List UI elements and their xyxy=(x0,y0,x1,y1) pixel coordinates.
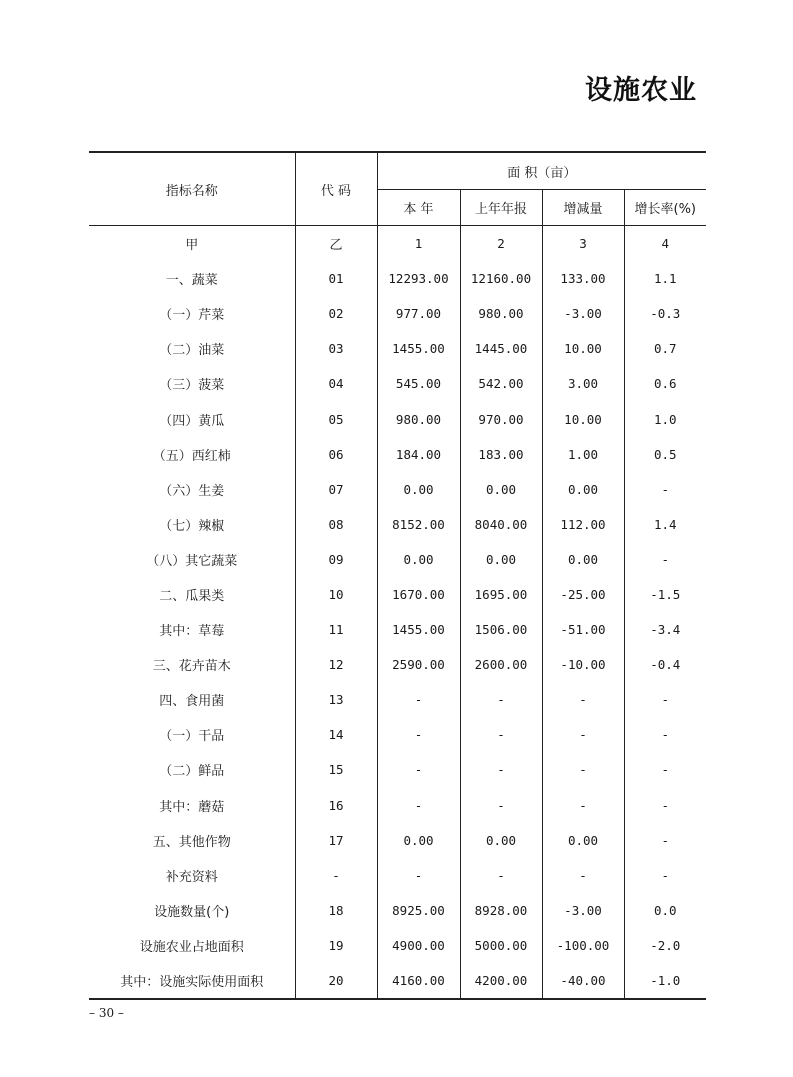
cell-change: -100.00 xyxy=(542,928,624,963)
cell-code: 07 xyxy=(295,472,377,507)
cell-indicator-name: （二）鲜品 xyxy=(159,764,225,780)
cell-code: 17 xyxy=(295,823,377,858)
table-row xyxy=(89,401,706,436)
table-row xyxy=(89,507,706,542)
cell-code: 04 xyxy=(295,366,377,401)
cell-indicator-name: 甲 xyxy=(185,238,199,254)
header-this-year: 本 年 xyxy=(377,190,460,226)
cell-change: - xyxy=(542,717,624,752)
cell-growth-rate: 4 xyxy=(624,226,706,262)
cell-change: 3.00 xyxy=(542,366,624,401)
cell-indicator-name: （七）辣椒 xyxy=(159,518,225,534)
cell-indicator-name: 其中：设施实际使用面积 xyxy=(120,975,264,991)
cell-growth-rate: -0.3 xyxy=(624,296,706,331)
cell-last-year: 0.00 xyxy=(460,472,542,507)
cell-growth-rate: - xyxy=(624,682,706,717)
cell-last-year: 2600.00 xyxy=(460,647,542,682)
cell-last-year: 183.00 xyxy=(460,437,542,472)
cell-growth-rate: 0.7 xyxy=(624,331,706,366)
cell-this-year: 980.00 xyxy=(377,401,460,436)
page-number: – 30 – xyxy=(89,1006,124,1020)
cell-last-year: - xyxy=(460,717,542,752)
header-area-group: 面 积（亩） xyxy=(377,152,706,190)
cell-code: - xyxy=(295,858,377,893)
cell-indicator-name: （一）芹菜 xyxy=(159,308,225,324)
cell-last-year: 2 xyxy=(460,226,542,262)
cell-last-year: 0.00 xyxy=(460,823,542,858)
cell-change: -40.00 xyxy=(542,963,624,999)
cell-last-year: - xyxy=(460,858,542,893)
cell-last-year: 8040.00 xyxy=(460,507,542,542)
cell-change: 112.00 xyxy=(542,507,624,542)
cell-growth-rate: - xyxy=(624,788,706,823)
cell-indicator-name: （四）黄瓜 xyxy=(159,413,225,429)
cell-change: 1.00 xyxy=(542,437,624,472)
cell-this-year: - xyxy=(377,682,460,717)
cell-code: 02 xyxy=(295,296,377,331)
cell-code: 01 xyxy=(295,261,377,296)
cell-last-year: 542.00 xyxy=(460,366,542,401)
cell-growth-rate: - xyxy=(624,542,706,577)
cell-indicator-name: 其中：草莓 xyxy=(159,624,225,640)
cell-this-year: 8152.00 xyxy=(377,507,460,542)
cell-indicator-name: 二、瓜果类 xyxy=(159,588,225,604)
cell-code: 10 xyxy=(295,577,377,612)
cell-indicator-name: （五）西红柿 xyxy=(152,448,231,464)
cell-growth-rate: -1.5 xyxy=(624,577,706,612)
cell-indicator-name: 一、蔬菜 xyxy=(165,273,218,289)
cell-growth-rate: 1.0 xyxy=(624,401,706,436)
cell-change: 3 xyxy=(542,226,624,262)
table-body xyxy=(89,226,706,1000)
cell-change: 0.00 xyxy=(542,823,624,858)
cell-growth-rate: - xyxy=(624,858,706,893)
cell-this-year: 4160.00 xyxy=(377,963,460,999)
cell-this-year: 0.00 xyxy=(377,542,460,577)
statistics-table-container xyxy=(89,151,706,1000)
header-indicator-name: 指标名称 xyxy=(165,183,218,199)
cell-indicator-name: 三、花卉苗木 xyxy=(152,659,231,675)
cell-growth-rate: - xyxy=(624,752,706,787)
cell-this-year: 12293.00 xyxy=(377,261,460,296)
cell-last-year: 12160.00 xyxy=(460,261,542,296)
cell-change: - xyxy=(542,752,624,787)
cell-this-year: 184.00 xyxy=(377,437,460,472)
cell-this-year: 977.00 xyxy=(377,296,460,331)
cell-growth-rate: 0.6 xyxy=(624,366,706,401)
cell-last-year: 8928.00 xyxy=(460,893,542,928)
table-row xyxy=(89,542,706,577)
cell-last-year: 5000.00 xyxy=(460,928,542,963)
cell-this-year: 8925.00 xyxy=(377,893,460,928)
cell-change: 0.00 xyxy=(542,472,624,507)
cell-code: 14 xyxy=(295,717,377,752)
cell-growth-rate: 0.5 xyxy=(624,437,706,472)
cell-growth-rate: -3.4 xyxy=(624,612,706,647)
cell-this-year: 0.00 xyxy=(377,823,460,858)
cell-this-year: 1670.00 xyxy=(377,577,460,612)
cell-code: 20 xyxy=(295,963,377,999)
cell-growth-rate: 0.0 xyxy=(624,893,706,928)
cell-this-year: - xyxy=(377,858,460,893)
cell-change: 0.00 xyxy=(542,542,624,577)
cell-this-year: 1455.00 xyxy=(377,612,460,647)
cell-this-year: - xyxy=(377,788,460,823)
cell-code: 03 xyxy=(295,331,377,366)
cell-last-year: 1695.00 xyxy=(460,577,542,612)
table-row xyxy=(89,366,706,401)
cell-this-year: - xyxy=(377,752,460,787)
cell-growth-rate: - xyxy=(624,472,706,507)
cell-code: 19 xyxy=(295,928,377,963)
table-header xyxy=(89,152,706,226)
table-row xyxy=(89,612,706,647)
page-title: 设施农业 xyxy=(585,75,697,106)
cell-last-year: 980.00 xyxy=(460,296,542,331)
table-row xyxy=(89,928,706,963)
table-row xyxy=(89,226,706,262)
cell-code: 08 xyxy=(295,507,377,542)
cell-growth-rate: 1.1 xyxy=(624,261,706,296)
cell-change: 10.00 xyxy=(542,331,624,366)
cell-change: 10.00 xyxy=(542,401,624,436)
cell-this-year: 1455.00 xyxy=(377,331,460,366)
cell-this-year: - xyxy=(377,717,460,752)
cell-indicator-name: 补充资料 xyxy=(165,869,218,885)
cell-this-year: 0.00 xyxy=(377,472,460,507)
cell-this-year: 2590.00 xyxy=(377,647,460,682)
cell-last-year: 4200.00 xyxy=(460,963,542,999)
cell-change: -3.00 xyxy=(542,296,624,331)
table-row xyxy=(89,296,706,331)
cell-change: - xyxy=(542,858,624,893)
cell-indicator-name: 四、食用菌 xyxy=(159,694,225,710)
cell-last-year: - xyxy=(460,788,542,823)
header-last-year: 上年年报 xyxy=(460,190,542,226)
header-code: 代 码 xyxy=(295,152,377,226)
cell-change: -25.00 xyxy=(542,577,624,612)
cell-code: 13 xyxy=(295,682,377,717)
header-change: 增减量 xyxy=(542,190,624,226)
cell-indicator-name: 五、其他作物 xyxy=(152,834,231,850)
table-row xyxy=(89,717,706,752)
cell-last-year: 1445.00 xyxy=(460,331,542,366)
cell-indicator-name: （三）菠菜 xyxy=(159,378,225,394)
cell-code: 18 xyxy=(295,893,377,928)
table-row xyxy=(89,331,706,366)
table-row xyxy=(89,788,706,823)
table-row xyxy=(89,963,706,999)
cell-change: - xyxy=(542,682,624,717)
cell-change: -3.00 xyxy=(542,893,624,928)
table-row xyxy=(89,823,706,858)
header-growth-rate: 增长率(%) xyxy=(624,190,706,226)
cell-last-year: - xyxy=(460,752,542,787)
cell-indicator-name: （一）干品 xyxy=(159,729,225,745)
cell-code: 06 xyxy=(295,437,377,472)
cell-last-year: 1506.00 xyxy=(460,612,542,647)
cell-growth-rate: - xyxy=(624,823,706,858)
cell-indicator-name: （六）生姜 xyxy=(159,483,225,499)
table-row xyxy=(89,893,706,928)
cell-code: 乙 xyxy=(295,226,377,262)
cell-indicator-name: 设施农业占地面积 xyxy=(139,939,244,955)
cell-change: -51.00 xyxy=(542,612,624,647)
cell-indicator-name: （八）其它蔬菜 xyxy=(146,553,238,569)
cell-this-year: 4900.00 xyxy=(377,928,460,963)
table-row xyxy=(89,472,706,507)
table-row xyxy=(89,261,706,296)
cell-growth-rate: -0.4 xyxy=(624,647,706,682)
cell-code: 05 xyxy=(295,401,377,436)
cell-change: 133.00 xyxy=(542,261,624,296)
cell-this-year: 1 xyxy=(377,226,460,262)
table-row xyxy=(89,577,706,612)
cell-growth-rate: 1.4 xyxy=(624,507,706,542)
cell-growth-rate: -1.0 xyxy=(624,963,706,999)
cell-code: 09 xyxy=(295,542,377,577)
table-row xyxy=(89,437,706,472)
cell-change: -10.00 xyxy=(542,647,624,682)
cell-indicator-name: （二）油菜 xyxy=(159,343,225,359)
table-row xyxy=(89,752,706,787)
cell-last-year: 0.00 xyxy=(460,542,542,577)
cell-growth-rate: -2.0 xyxy=(624,928,706,963)
cell-code: 16 xyxy=(295,788,377,823)
cell-last-year: - xyxy=(460,682,542,717)
cell-change: - xyxy=(542,788,624,823)
cell-growth-rate: - xyxy=(624,717,706,752)
facility-agriculture-table xyxy=(89,151,706,1000)
cell-indicator-name: 其中：蘑菇 xyxy=(159,799,225,815)
cell-this-year: 545.00 xyxy=(377,366,460,401)
cell-indicator-name: 设施数量(个) xyxy=(154,904,230,920)
table-row xyxy=(89,858,706,893)
cell-code: 15 xyxy=(295,752,377,787)
table-row xyxy=(89,682,706,717)
cell-last-year: 970.00 xyxy=(460,401,542,436)
cell-code: 12 xyxy=(295,647,377,682)
table-row xyxy=(89,647,706,682)
cell-code: 11 xyxy=(295,612,377,647)
